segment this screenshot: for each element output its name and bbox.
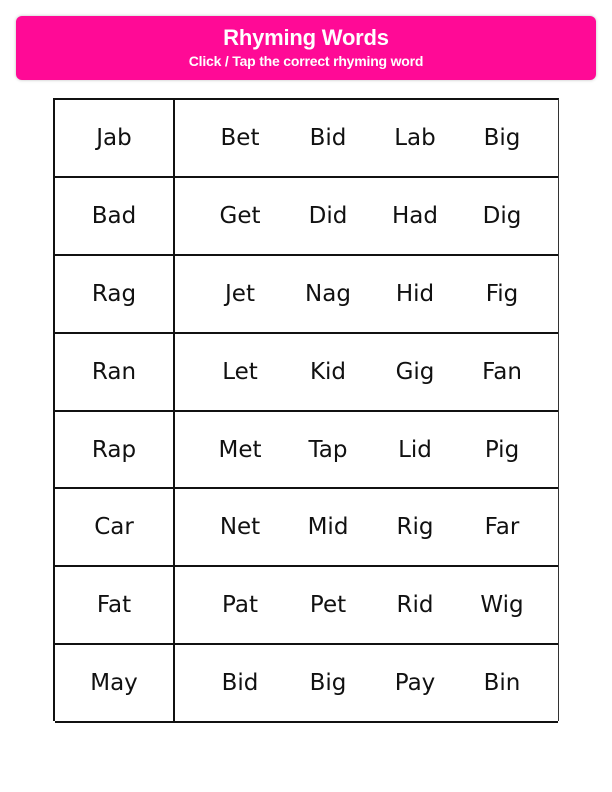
choice-group — [175, 100, 558, 176]
target-word: May — [55, 645, 175, 721]
choice-option[interactable]: Fan — [482, 358, 522, 385]
choice-option[interactable]: Bid — [221, 670, 259, 697]
choice-option[interactable]: Fig — [485, 280, 519, 307]
title-banner — [16, 16, 596, 80]
choice-option[interactable]: Mid — [307, 514, 349, 541]
choice-option[interactable]: Bin — [483, 670, 521, 697]
choice-group — [175, 256, 558, 332]
table-row — [55, 645, 558, 723]
choice-option[interactable]: Dig — [482, 202, 522, 229]
choice-option[interactable]: Big — [483, 124, 521, 151]
choice-option[interactable]: Wig — [480, 592, 524, 619]
choice-option[interactable]: Pet — [309, 592, 347, 619]
choice-option[interactable]: Big — [309, 670, 347, 697]
table-row — [55, 489, 558, 567]
page-instructions: Click / Tap the correct rhyming word — [188, 53, 424, 69]
choice-option[interactable]: Pay — [394, 670, 436, 697]
target-word: Rag — [55, 256, 175, 332]
choice-option[interactable]: Kid — [309, 358, 347, 385]
page-title: Rhyming Words — [223, 25, 389, 50]
target-word: Fat — [55, 567, 175, 643]
table-row — [55, 334, 558, 412]
choice-group — [175, 567, 558, 643]
choice-option[interactable]: Let — [222, 358, 258, 385]
target-word: Ran — [55, 334, 175, 410]
choice-option[interactable]: Far — [484, 514, 520, 541]
target-word: Bad — [55, 178, 175, 254]
choice-group — [175, 334, 558, 410]
choice-option[interactable]: Hid — [395, 280, 435, 307]
choice-option[interactable]: Bet — [220, 124, 260, 151]
target-word: Rap — [55, 412, 175, 488]
choice-option[interactable]: Pat — [222, 592, 258, 619]
rhyming-table — [53, 98, 559, 721]
choice-option[interactable]: Lab — [394, 124, 436, 151]
choice-option[interactable]: Did — [308, 202, 348, 229]
choice-option[interactable]: Gig — [395, 358, 435, 385]
target-word: Jab — [55, 100, 175, 176]
table-row — [55, 567, 558, 645]
table-row — [55, 256, 558, 334]
choice-group — [175, 489, 558, 565]
target-word: Car — [55, 489, 175, 565]
choice-option[interactable]: Rid — [396, 592, 434, 619]
choice-option[interactable]: Rig — [396, 514, 434, 541]
choice-option[interactable]: Had — [392, 202, 438, 229]
table-row — [55, 412, 558, 490]
choice-option[interactable]: Pig — [484, 436, 520, 463]
choice-option[interactable]: Nag — [305, 280, 351, 307]
choice-option[interactable]: Met — [218, 436, 262, 463]
choice-option[interactable]: Lid — [398, 436, 432, 463]
choice-option[interactable]: Bid — [309, 124, 347, 151]
table-row — [55, 178, 558, 256]
choice-group — [175, 412, 558, 488]
choice-option[interactable]: Tap — [308, 436, 348, 463]
choice-group — [175, 178, 558, 254]
table-row — [55, 100, 558, 178]
choice-group — [175, 645, 558, 721]
choice-option[interactable]: Jet — [225, 280, 255, 307]
choice-option[interactable]: Net — [219, 514, 261, 541]
choice-option[interactable]: Get — [219, 202, 261, 229]
